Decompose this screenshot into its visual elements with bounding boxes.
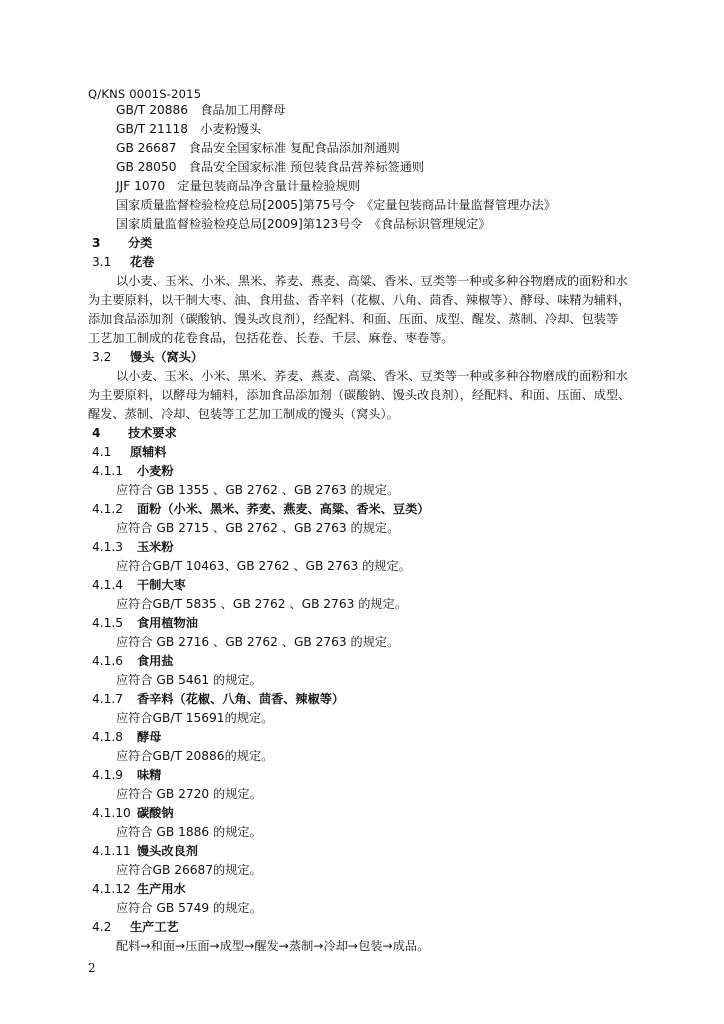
clause-number: 4.1.4 — [92, 578, 124, 592]
clause-heading — [92, 729, 161, 745]
page-number: 2 — [88, 961, 96, 975]
clause-text: 应符合 GB 1886 的规定。 — [116, 825, 262, 839]
subsection-number: 3.2 — [92, 350, 112, 364]
clause-number: 4.1.2 — [92, 502, 124, 516]
clause-title: 食用植物油 — [137, 616, 198, 630]
clause-number: 4.1.12 — [92, 882, 131, 896]
subsection-number: 4.2 — [92, 920, 112, 934]
clause-text: 应符合GB/T 10463、GB 2762 、GB 2763 的规定。 — [116, 559, 411, 573]
subsection-heading — [92, 919, 179, 935]
subsection-title: 馒头（窝头） — [130, 350, 204, 364]
section-heading — [92, 235, 152, 251]
clause-heading — [92, 539, 174, 555]
clause-title: 玉米粉 — [137, 540, 174, 554]
clause-number: 4.1.8 — [92, 730, 124, 744]
section-heading — [92, 425, 177, 441]
clause-heading — [92, 501, 430, 517]
reference-item: GB 28050 食品安全国家标准 预包装食品营养标签通则 — [116, 160, 425, 174]
clause-heading — [92, 653, 174, 669]
clause-number: 4.1.1 — [92, 464, 124, 478]
subsection-title: 花卷 — [130, 255, 155, 269]
subsection-number: 3.1 — [92, 255, 112, 269]
subsection-title: 生产工艺 — [130, 920, 179, 934]
clause-text: 应符合 GB 2715 、GB 2762 、GB 2763 的规定。 — [116, 521, 400, 535]
clause-heading — [92, 463, 174, 479]
clause-text: 应符合 GB 1355 、GB 2762 、GB 2763 的规定。 — [116, 483, 400, 497]
clause-title: 碳酸钠 — [137, 806, 174, 820]
document-code: Q/KNS 0001S-2015 — [88, 87, 202, 101]
clause-text: 应符合GB 26687的规定。 — [116, 863, 262, 877]
clause-text: 应符合 GB 5749 的规定。 — [116, 901, 262, 915]
section-number: 4 — [92, 426, 101, 440]
reference-item: 国家质量监督检验检疫总局[2009]第123号令 《食品标识管理规定》 — [116, 217, 491, 231]
clause-title: 味精 — [137, 768, 162, 782]
clause-number: 4.1.6 — [92, 654, 124, 668]
clause-heading — [92, 577, 186, 593]
clause-title: 食用盐 — [137, 654, 174, 668]
subsection-number: 4.1 — [92, 445, 112, 459]
process-flow: 配料→和面→压面→成型→醒发→蒸制→冷却→包装→成品。 — [116, 939, 430, 953]
clause-title: 小麦粉 — [137, 464, 174, 478]
clause-title: 馒头改良剂 — [137, 844, 198, 858]
section-title: 分类 — [128, 236, 153, 250]
clause-title: 生产用水 — [137, 882, 186, 896]
subsection-heading — [92, 444, 167, 460]
clause-text: 应符合GB/T 20886的规定。 — [116, 749, 274, 763]
clause-number: 4.1.7 — [92, 692, 124, 706]
paragraph-line: 添加食品添加剂（碳酸钠、馒头改良剂），经配料、和面、压面、成型、醒发、蒸制、冷却、包装等 — [88, 312, 619, 326]
clause-heading — [92, 843, 198, 859]
clause-text: 应符合 GB 2720 的规定。 — [116, 787, 262, 801]
paragraph-line: 以小麦、玉米、小米、黑米、荞麦、燕麦、高粱、香米、豆类等一种或多种谷物磨成的面粉和水 — [116, 274, 628, 288]
clause-number: 4.1.10 — [92, 806, 131, 820]
reference-item: JJF 1070 定量包装商品净含量计量检验规则 — [116, 179, 361, 193]
clause-heading — [92, 691, 344, 707]
clause-text: 应符合 GB 2716 、GB 2762 、GB 2763 的规定。 — [116, 635, 400, 649]
clause-heading — [92, 767, 161, 783]
clause-title: 干制大枣 — [137, 578, 186, 592]
section-number: 3 — [92, 236, 101, 250]
paragraph-line: 醒发、蒸制、冷却、包装等工艺加工制成的馒头（窝头）。 — [88, 407, 399, 421]
clause-title: 香辛料（花椒、八角、茴香、辣椒等） — [137, 692, 345, 706]
reference-item: GB/T 20886 食品加工用酵母 — [116, 103, 286, 117]
clause-text: 应符合GB/T 15691的规定。 — [116, 711, 274, 725]
clause-heading — [92, 805, 174, 821]
clause-number: 4.1.3 — [92, 540, 124, 554]
clause-number: 4.1.9 — [92, 768, 124, 782]
subsection-title: 原辅料 — [130, 445, 167, 459]
clause-number: 4.1.5 — [92, 616, 124, 630]
section-title: 技术要求 — [128, 426, 177, 440]
subsection-heading — [92, 254, 154, 270]
clause-text: 应符合GB/T 5835 、GB 2762 、GB 2763 的规定。 — [116, 597, 407, 611]
paragraph-line: 为主要原料，以干制大枣、油、食用盐、香辛料（花椒、八角、茴香、辣椒等）、酵母、味精为辅料， — [88, 293, 631, 307]
paragraph-line: 以小麦、玉米、小米、黑米、荞麦、燕麦、高粱、香米、豆类等一种或多种谷物磨成的面粉和水 — [116, 369, 628, 383]
clause-title: 酵母 — [137, 730, 162, 744]
paragraph-line: 工艺加工制成的花卷食品，包括花卷、长卷、千层、麻卷、枣卷等。 — [88, 331, 454, 345]
clause-number: 4.1.11 — [92, 844, 131, 858]
subsection-heading — [92, 349, 203, 365]
clause-title: 面粉（小米、黑米、荞麦、燕麦、高粱、香米、豆类） — [137, 502, 430, 516]
paragraph-line: 为主要原料，以酵母为辅料，添加食品添加剂（碳酸钠、馒头改良剂），经配料、和面、压面、成型、 — [88, 388, 631, 402]
clause-heading — [92, 615, 198, 631]
clause-text: 应符合 GB 5461 的规定。 — [116, 673, 262, 687]
reference-item: GB/T 21118 小麦粉馒头 — [116, 122, 262, 136]
clause-heading — [92, 881, 186, 897]
reference-item: 国家质量监督检验检疫总局[2005]第75号令 《定量包装商品计量监督管理办法》 — [116, 198, 556, 212]
reference-item: GB 26687 食品安全国家标准 复配食品添加剂通则 — [116, 141, 400, 155]
